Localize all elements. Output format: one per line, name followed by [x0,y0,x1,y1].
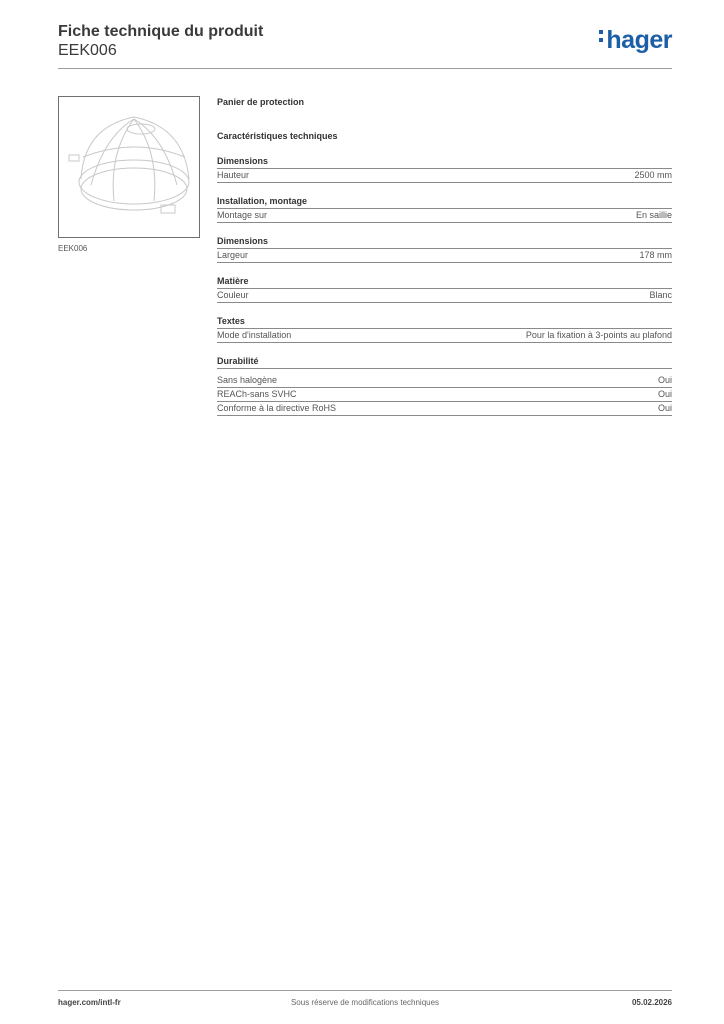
spec-row [217,388,672,402]
spec-label: Montage sur [217,210,268,220]
logo-text: hager [606,26,672,54]
spec-label: Couleur [217,290,249,300]
specs-heading: Caractéristiques techniques [217,131,338,141]
spec-value: 2500 mm [634,170,672,180]
product-image [58,96,200,238]
spec-value: 178 mm [639,250,672,260]
footer-date: 05.02.2026 [631,998,672,1007]
spec-label: Conforme à la directive RoHS [217,403,337,413]
page-header [58,22,672,60]
spec-label: REACh-sans SVHC [217,389,297,399]
group-title: Dimensions [217,236,672,249]
product-reference: EEK006 [58,42,117,59]
spec-value: En saillie [635,210,672,220]
logo-colon-icon [599,26,603,46]
spec-value: Oui [657,375,672,385]
spec-row [217,209,672,223]
group-title: Installation, montage [217,196,672,209]
spec-group-durability [217,356,672,416]
page-title: Fiche technique du produit [58,23,264,40]
hager-logo [599,26,672,54]
spec-row [217,329,672,343]
specifications [217,92,672,416]
image-caption: EEK006 [58,244,88,253]
spec-label: Largeur [217,250,249,260]
spec-value: Pour la fixation à 3-points au plafond [525,330,672,340]
footer-disclaimer: Sous réserve de modifications techniques [290,998,440,1007]
header-divider [58,68,672,69]
group-title: Matière [217,276,672,289]
footer-divider [58,990,672,991]
spec-label: Sans halogène [217,375,278,385]
spec-row [217,374,672,388]
group-title: Dimensions [217,156,672,169]
spec-group-dimensions-width [217,236,672,263]
page-footer [58,998,672,1010]
spec-group-dimensions-height [217,156,672,183]
footer-website-link[interactable]: hager.com/intl-fr [58,998,121,1007]
product-name: Panier de protection [217,97,305,107]
spec-row [217,249,672,263]
spec-label: Mode d'installation [217,330,292,340]
spec-group-installation [217,196,672,223]
spec-value: Oui [657,389,672,399]
spec-row [217,289,672,303]
spec-value: Blanc [649,290,672,300]
group-title: Durabilité [217,356,672,369]
spec-row [217,402,672,416]
protective-basket-icon [59,97,199,237]
spec-group-material [217,276,672,303]
group-title: Textes [217,316,672,329]
spec-label: Hauteur [217,170,250,180]
spec-group-texts [217,316,672,343]
spec-row [217,169,672,183]
spec-value: Oui [657,403,672,413]
